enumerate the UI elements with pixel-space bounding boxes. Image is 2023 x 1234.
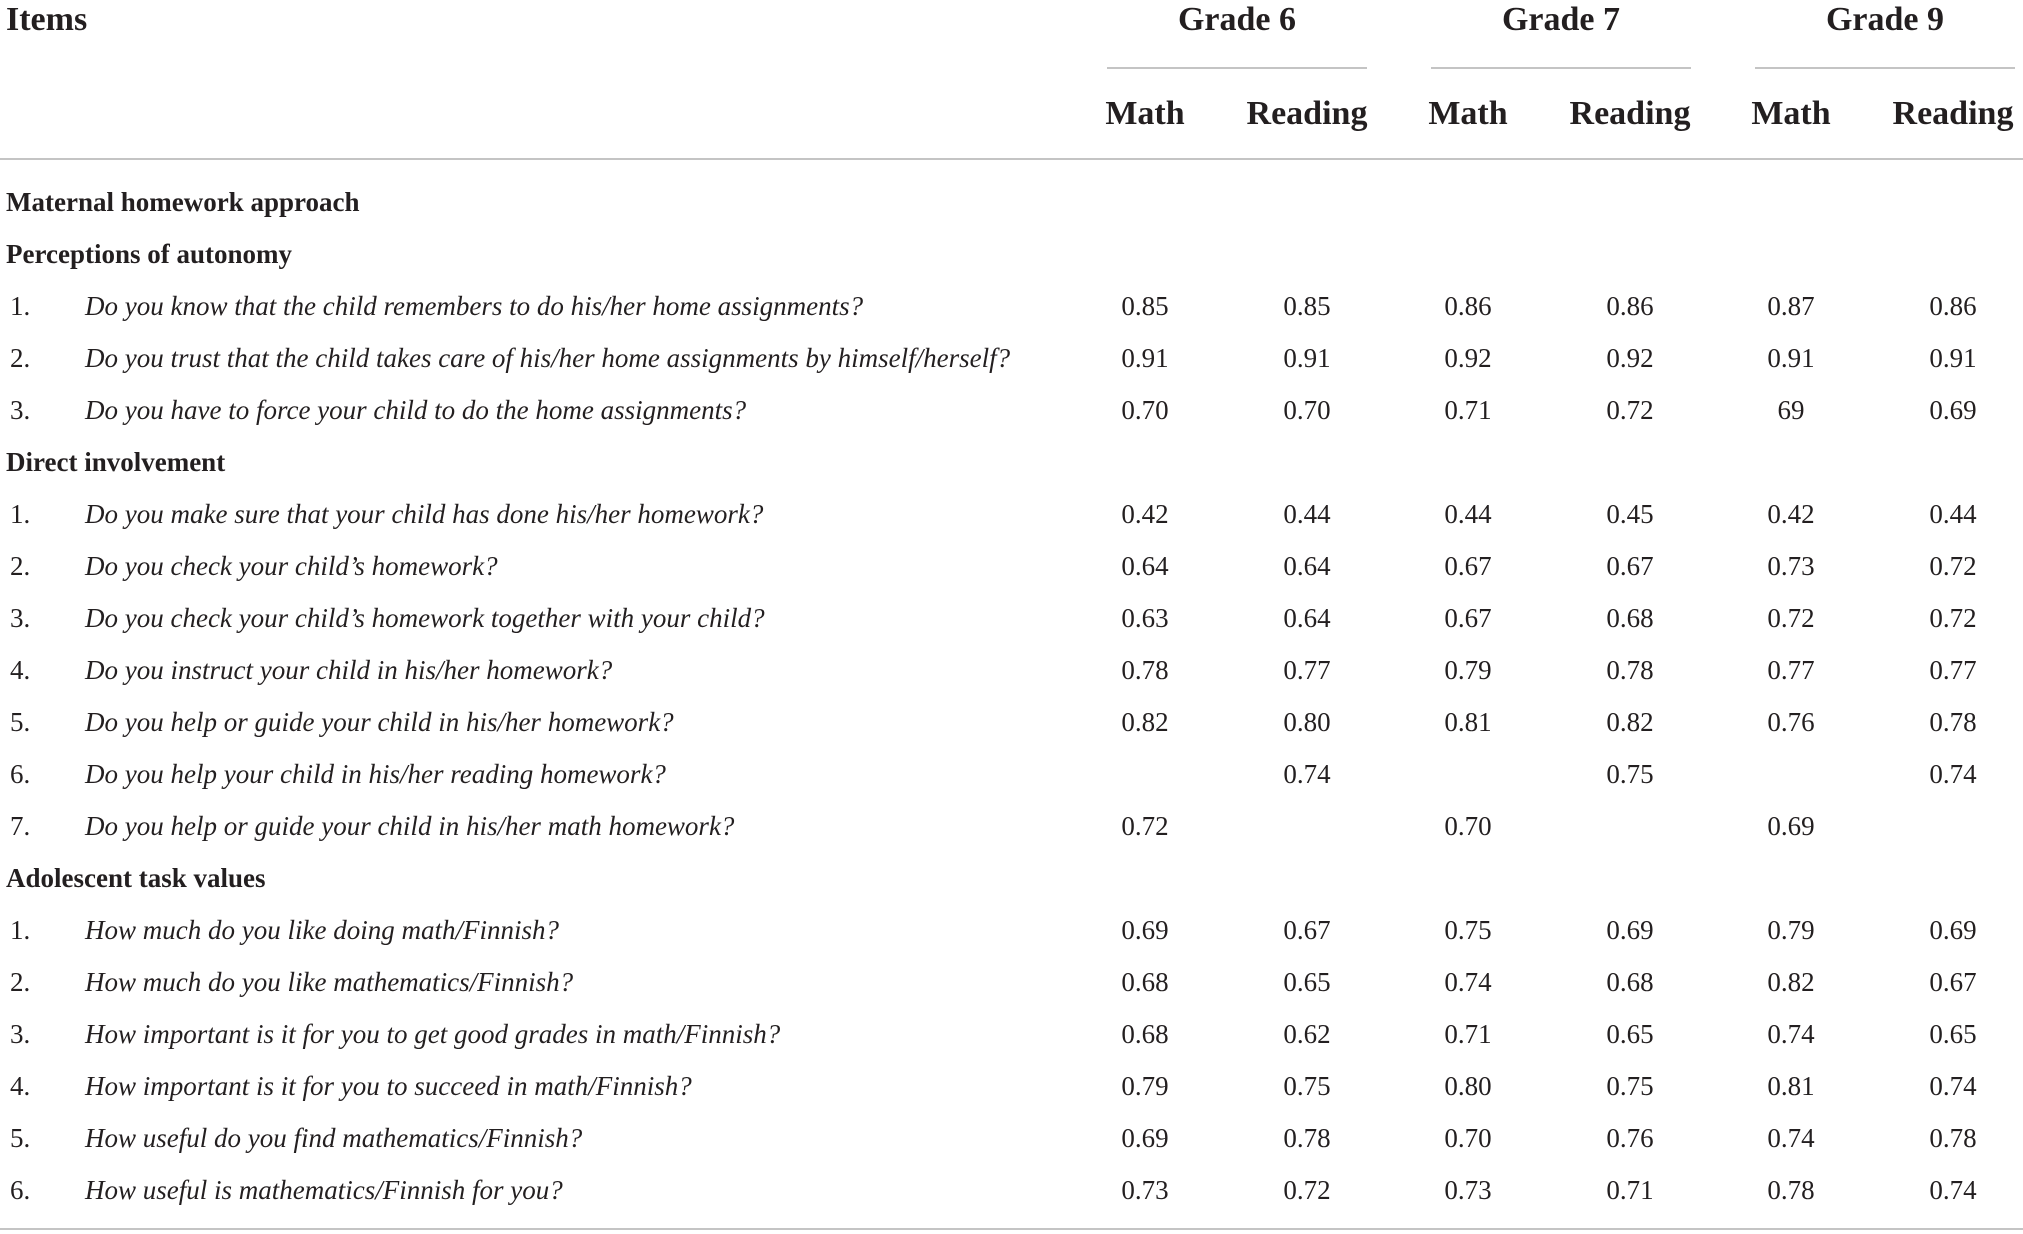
loading-g6-reading: 0.78 xyxy=(1283,1123,1331,1153)
loading-g9-math: 0.81 xyxy=(1767,1071,1815,1101)
loading-g9-math: 0.79 xyxy=(1767,915,1815,945)
loading-g7-math: 0.81 xyxy=(1444,707,1492,737)
loading-g6-reading: 0.72 xyxy=(1283,1175,1331,1205)
loading-g6-math: 0.64 xyxy=(1121,551,1169,581)
loading-g7-math: 0.67 xyxy=(1444,551,1492,581)
loading-g9-reading: 0.77 xyxy=(1929,655,1977,685)
loading-g6-reading: 0.64 xyxy=(1283,551,1331,581)
loading-g6-reading: 0.85 xyxy=(1283,291,1331,321)
grade-9-underline xyxy=(1755,67,2015,69)
loading-g9-math: 0.74 xyxy=(1767,1123,1815,1153)
loading-g6-reading: 0.74 xyxy=(1283,759,1331,789)
loading-g9-math: 0.77 xyxy=(1767,655,1815,685)
loading-g6-math: 0.73 xyxy=(1121,1175,1169,1205)
loading-g7-math: 0.71 xyxy=(1444,1019,1492,1049)
item-number: 4. xyxy=(10,655,31,685)
loading-g9-reading: 0.74 xyxy=(1929,759,1977,789)
loading-g6-math: 0.91 xyxy=(1121,343,1169,373)
loading-g9-math: 0.91 xyxy=(1767,343,1815,373)
subject-header-g9-math: Math xyxy=(1751,95,1831,132)
loading-g6-math: 0.72 xyxy=(1121,811,1169,841)
loading-g7-reading: 0.82 xyxy=(1606,707,1654,737)
item-question: Do you check your child’s homework together with your child? xyxy=(85,603,765,633)
loading-g7-math: 0.73 xyxy=(1444,1175,1492,1205)
loading-g9-math: 69 xyxy=(1777,395,1805,425)
item-number: 4. xyxy=(10,1071,31,1101)
loading-g9-math: 0.42 xyxy=(1767,499,1815,529)
loading-g7-reading: 0.45 xyxy=(1606,499,1654,529)
loading-g6-math: 0.42 xyxy=(1121,499,1169,529)
loading-g7-reading: 0.92 xyxy=(1606,343,1654,373)
loading-g7-reading: 0.86 xyxy=(1606,291,1654,321)
item-number: 2. xyxy=(10,343,31,373)
item-number: 3. xyxy=(10,603,31,633)
item-question: How much do you like doing math/Finnish? xyxy=(85,915,559,945)
loading-g7-math: 0.70 xyxy=(1444,1123,1492,1153)
loading-g7-math: 0.86 xyxy=(1444,291,1492,321)
loading-g9-reading: 0.86 xyxy=(1929,291,1977,321)
loading-g6-math: 0.85 xyxy=(1121,291,1169,321)
grade-6-underline xyxy=(1107,67,1367,69)
item-number: 1. xyxy=(10,915,31,945)
loading-g6-reading: 0.91 xyxy=(1283,343,1331,373)
loading-g9-math: 0.74 xyxy=(1767,1019,1815,1049)
loading-g7-math: 0.44 xyxy=(1444,499,1492,529)
section-heading: Direct involvement xyxy=(6,447,226,477)
loading-g9-math: 0.82 xyxy=(1767,967,1815,997)
loading-g6-math: 0.78 xyxy=(1121,655,1169,685)
loading-g9-reading: 0.91 xyxy=(1929,343,1977,373)
loading-g7-math: 0.92 xyxy=(1444,343,1492,373)
section-heading: Adolescent task values xyxy=(6,863,266,893)
item-question: How important is it for you to get good grades in math/Finnish? xyxy=(85,1019,781,1049)
grade-7-header: Grade 7 xyxy=(1501,1,1621,38)
item-number: 5. xyxy=(10,1123,31,1153)
loading-g7-math: 0.75 xyxy=(1444,915,1492,945)
subject-header-g7-math: Math xyxy=(1428,95,1508,132)
loading-g7-reading: 0.76 xyxy=(1606,1123,1654,1153)
header-bottom-rule xyxy=(0,158,2023,160)
loading-g9-reading: 0.78 xyxy=(1929,707,1977,737)
loading-g9-math: 0.72 xyxy=(1767,603,1815,633)
loading-g6-reading: 0.64 xyxy=(1283,603,1331,633)
loading-g6-math: 0.68 xyxy=(1121,1019,1169,1049)
loading-g9-reading: 0.78 xyxy=(1929,1123,1977,1153)
item-question: How useful is mathematics/Finnish for you? xyxy=(85,1175,563,1205)
subject-header-g6-reading: Reading xyxy=(1246,95,1368,132)
loading-g6-reading: 0.65 xyxy=(1283,967,1331,997)
loading-g7-reading: 0.75 xyxy=(1606,1071,1654,1101)
loading-g6-math: 0.63 xyxy=(1121,603,1169,633)
item-question: Do you know that the child remembers to do his/her home assignments? xyxy=(85,291,864,321)
item-question: Do you make sure that your child has done his/her homework? xyxy=(85,499,764,529)
loading-g7-reading: 0.65 xyxy=(1606,1019,1654,1049)
item-number: 7. xyxy=(10,811,31,841)
loading-g9-reading: 0.69 xyxy=(1929,915,1977,945)
grade-7-underline xyxy=(1431,67,1691,69)
subject-header-g6-math: Math xyxy=(1105,95,1185,132)
item-question: How useful do you find mathematics/Finnish? xyxy=(85,1123,583,1153)
loading-g7-reading: 0.72 xyxy=(1606,395,1654,425)
loading-g7-reading: 0.75 xyxy=(1606,759,1654,789)
loading-g6-reading: 0.67 xyxy=(1283,915,1331,945)
loading-g9-reading: 0.69 xyxy=(1929,395,1977,425)
item-number: 1. xyxy=(10,291,31,321)
item-number: 3. xyxy=(10,1019,31,1049)
loading-g6-math: 0.69 xyxy=(1121,915,1169,945)
loading-g7-reading: 0.71 xyxy=(1606,1175,1654,1205)
loading-g9-reading: 0.72 xyxy=(1929,551,1977,581)
item-question: Do you check your child’s homework? xyxy=(85,551,498,581)
loading-g7-math: 0.80 xyxy=(1444,1071,1492,1101)
section-heading: Perceptions of autonomy xyxy=(6,239,292,269)
loading-g7-math: 0.74 xyxy=(1444,967,1492,997)
item-question: How much do you like mathematics/Finnish? xyxy=(85,967,574,997)
loading-g9-reading: 0.72 xyxy=(1929,603,1977,633)
item-question: Do you help or guide your child in his/her math homework? xyxy=(85,811,735,841)
loading-g7-reading: 0.68 xyxy=(1606,603,1654,633)
loading-g7-reading: 0.69 xyxy=(1606,915,1654,945)
item-number: 6. xyxy=(10,1175,31,1205)
item-question: Do you help your child in his/her reading homework? xyxy=(85,759,666,789)
loading-g9-reading: 0.44 xyxy=(1929,499,1977,529)
item-number: 1. xyxy=(10,499,31,529)
item-number: 3. xyxy=(10,395,31,425)
loading-g6-reading: 0.80 xyxy=(1283,707,1331,737)
loading-g9-reading: 0.74 xyxy=(1929,1071,1977,1101)
items-column-header: Items xyxy=(6,1,88,38)
loading-g6-reading: 0.75 xyxy=(1283,1071,1331,1101)
loading-g7-math: 0.70 xyxy=(1444,811,1492,841)
subject-header-g9-reading: Reading xyxy=(1892,95,2014,132)
loading-g6-math: 0.69 xyxy=(1121,1123,1169,1153)
loading-g9-math: 0.69 xyxy=(1767,811,1815,841)
loading-g6-math: 0.79 xyxy=(1121,1071,1169,1101)
item-question: Do you have to force your child to do the home assignments? xyxy=(85,395,747,425)
item-question: Do you help or guide your child in his/her homework? xyxy=(85,707,674,737)
loading-g6-math: 0.82 xyxy=(1121,707,1169,737)
item-number: 5. xyxy=(10,707,31,737)
loading-g7-reading: 0.68 xyxy=(1606,967,1654,997)
loading-g7-math: 0.71 xyxy=(1444,395,1492,425)
loading-g6-reading: 0.44 xyxy=(1283,499,1331,529)
loading-g9-math: 0.78 xyxy=(1767,1175,1815,1205)
loading-g6-math: 0.68 xyxy=(1121,967,1169,997)
section-heading: Maternal homework approach xyxy=(6,187,360,217)
loading-g6-reading: 0.77 xyxy=(1283,655,1331,685)
table-bottom-rule xyxy=(0,1228,2023,1230)
loading-g9-math: 0.73 xyxy=(1767,551,1815,581)
loading-g9-reading: 0.65 xyxy=(1929,1019,1977,1049)
item-number: 6. xyxy=(10,759,31,789)
loading-g6-reading: 0.70 xyxy=(1283,395,1331,425)
loading-g7-math: 0.79 xyxy=(1444,655,1492,685)
loading-g6-math: 0.70 xyxy=(1121,395,1169,425)
loading-g7-math: 0.67 xyxy=(1444,603,1492,633)
item-question: Do you instruct your child in his/her homework? xyxy=(85,655,613,685)
grade-9-header: Grade 9 xyxy=(1825,1,1945,38)
loading-g7-reading: 0.67 xyxy=(1606,551,1654,581)
item-question: How important is it for you to succeed in math/Finnish? xyxy=(85,1071,692,1101)
item-number: 2. xyxy=(10,551,31,581)
loading-g9-reading: 0.74 xyxy=(1929,1175,1977,1205)
item-number: 2. xyxy=(10,967,31,997)
loading-g9-math: 0.87 xyxy=(1767,291,1815,321)
item-question: Do you trust that the child takes care of his/her home assignments by himself/herself? xyxy=(85,343,1011,373)
subject-header-g7-reading: Reading xyxy=(1569,95,1691,132)
loading-g7-reading: 0.78 xyxy=(1606,655,1654,685)
grade-6-header: Grade 6 xyxy=(1177,1,1297,38)
loading-g9-math: 0.76 xyxy=(1767,707,1815,737)
loading-g9-reading: 0.67 xyxy=(1929,967,1977,997)
loading-g6-reading: 0.62 xyxy=(1283,1019,1331,1049)
